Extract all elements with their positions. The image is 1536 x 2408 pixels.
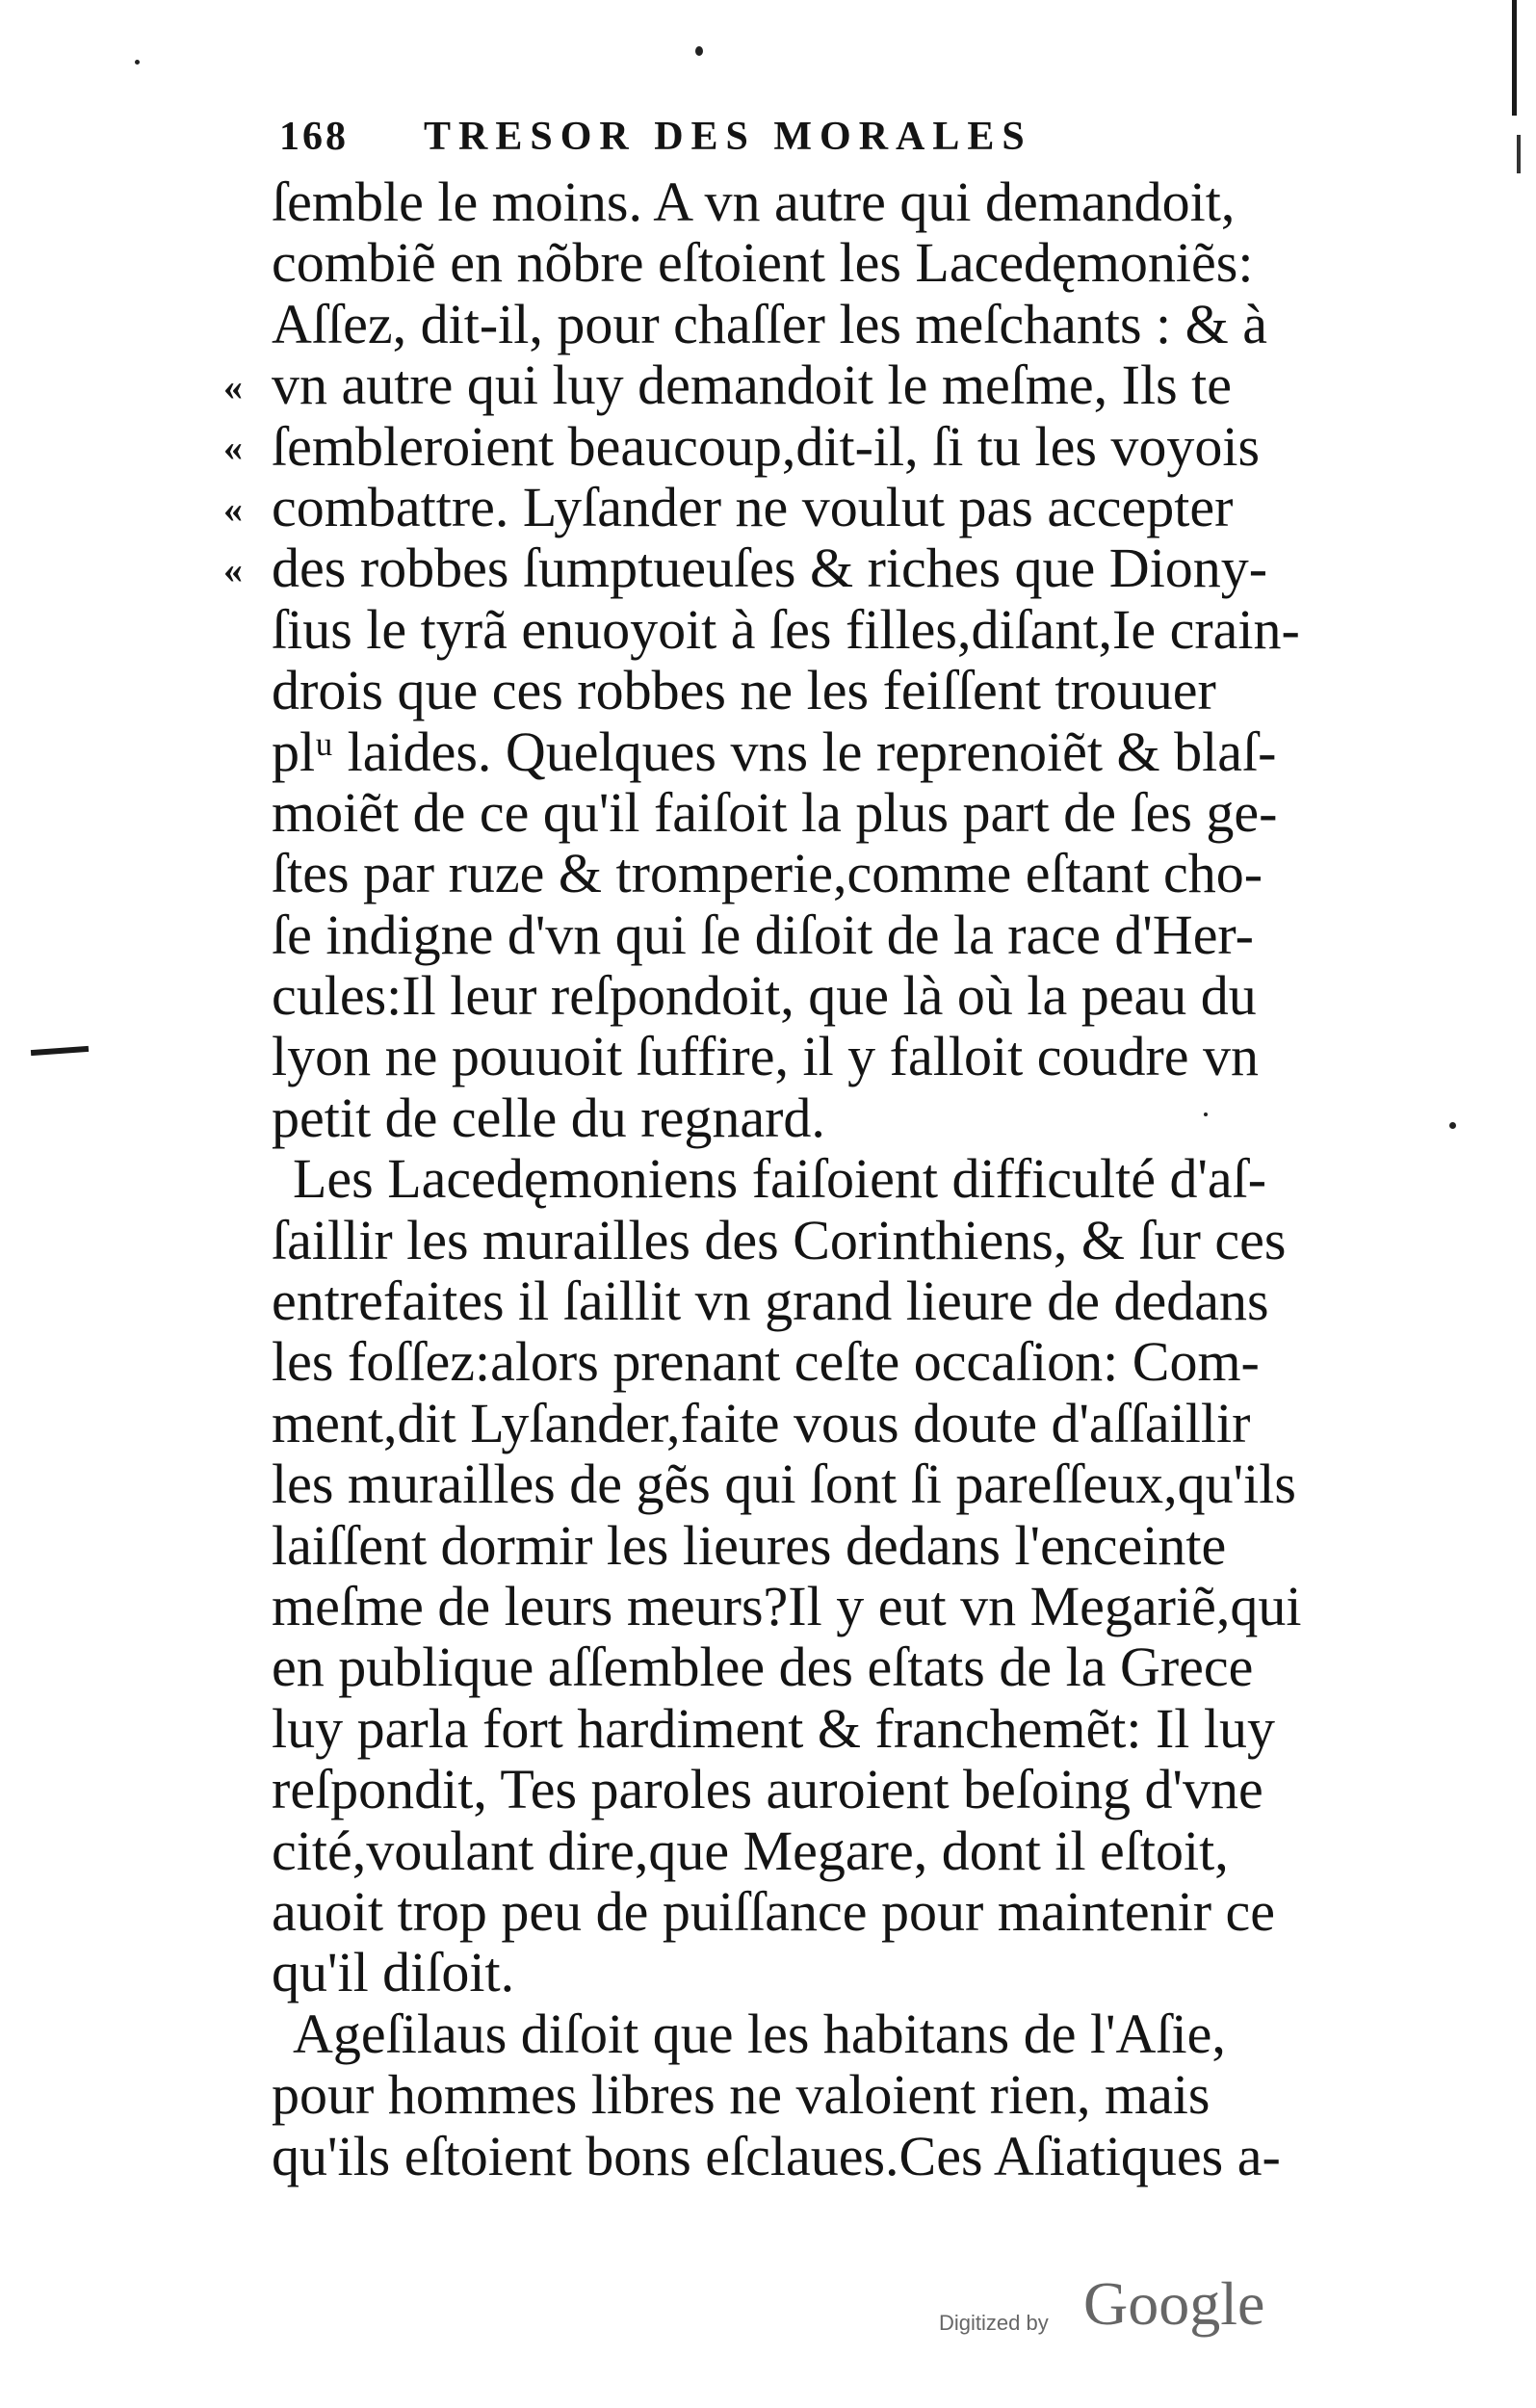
text-line: reſpondit, Tes paroles auroient beſoing d'vne xyxy=(272,1758,1263,1821)
text-line: les foſſez:alors prenant ceſte occaſion: Com- xyxy=(272,1330,1260,1394)
text-line: cules:Il leur reſpondoit, que là où la peau du xyxy=(272,964,1257,1028)
text-line: combiẽ en nõbre eſtoient les Lacedęmoniẽs: xyxy=(272,231,1254,295)
text-line: ſembleroient beaucoup,dit-il, ſi tu les voyois xyxy=(272,414,1261,478)
running-title: TRESOR DES MORALES xyxy=(424,115,1032,159)
text-line: auoit trop peu de puiſſance pour maintenir ce xyxy=(272,1879,1276,1943)
text-line: meſme de leurs meurs?Il y eut vn Megariẽ,qui xyxy=(272,1574,1302,1637)
ink-speck xyxy=(695,46,703,56)
digitized-by-google-watermark xyxy=(939,2268,1286,2355)
text-line: ſaillir les murailles des Corinthiens, & ſur ces xyxy=(272,1208,1287,1271)
paragraph-start-line: Ageſilaus diſoit que les habitans de l'Aſie, xyxy=(293,2002,1226,2065)
text-line: plᵘ laides. Quelques vns le reprenoiẽt & blaſ- xyxy=(272,720,1277,783)
margin-quote-mark: « xyxy=(223,365,243,408)
text-line: pour hommes libres ne valoient rien, mais xyxy=(272,2063,1211,2127)
text-line: qu'ils eſtoient bons eſclaues.Ces Aſiatiques a- xyxy=(272,2124,1281,2187)
text-line: ſe indigne d'vn qui ſe diſoit de la race d'Her- xyxy=(272,903,1254,966)
text-line: moiẽt de ce qu'il faiſoit la plus part de ſes ge- xyxy=(272,780,1278,844)
text-line: en publique aſſemblee des eſtats de la Grece xyxy=(272,1636,1254,1699)
text-line: ſius le tyrã enuoyoit à ſes filles,diſant,Ie crain- xyxy=(272,597,1300,661)
text-line: vn autre qui luy demandoit le meſme, Ils te xyxy=(272,353,1233,417)
page-number: 168 xyxy=(279,115,349,159)
body-text xyxy=(272,171,1312,2186)
margin-ink-mark xyxy=(31,1046,89,1056)
margin-quote-mark: « xyxy=(223,548,243,591)
text-line: combattre. Lyſander ne voulut pas accepter xyxy=(272,475,1234,538)
digitized-label: Digitized by xyxy=(939,2311,1049,2335)
google-logo: Google xyxy=(1083,2269,1265,2338)
ink-speck xyxy=(135,60,140,65)
text-line: qu'il diſoit. xyxy=(272,1941,515,2004)
text-line: drois que ces robbes ne les feiſſent trouuer xyxy=(272,659,1216,722)
text-line: ſemble le moins. A vn autre qui demandoit, xyxy=(272,170,1236,233)
page-edge-mark xyxy=(1512,0,1517,116)
margin-quote-mark: « xyxy=(223,426,243,469)
margin-quote-mark: « xyxy=(223,487,243,531)
text-line: luy parla fort hardiment & franchemẽt: Il luy xyxy=(272,1696,1276,1760)
page-edge-mark xyxy=(1517,135,1521,173)
ink-speck xyxy=(1449,1122,1456,1129)
text-line: ment,dit Lyſander,faite vous doute d'aſſaillir xyxy=(272,1391,1251,1454)
text-line: entrefaites il ſaillit vn grand lieure de dedans xyxy=(272,1269,1269,1333)
text-line: ſtes par ruze & tromperie,comme eſtant cho- xyxy=(272,842,1263,905)
text-line: des robbes ſumptueuſes & riches que Diony- xyxy=(272,537,1268,600)
text-line: Aſſez, dit-il, pour chaſſer les meſchants : & à xyxy=(272,292,1268,355)
text-line: laiſſent dormir les lieures dedans l'enceinte xyxy=(272,1513,1227,1577)
text-line: cité,voulant dire,que Megare, dont il eſtoit, xyxy=(272,1819,1229,1882)
text-line: petit de celle du regnard. xyxy=(272,1086,825,1149)
text-line: les murailles de gẽs qui ſont ſi pareſſeux,qu'ils xyxy=(272,1453,1296,1516)
paragraph-start-line: Les Lacedęmoniens faiſoient difficulté d'aſ- xyxy=(293,1147,1267,1211)
text-line: lyon ne pouuoit ſuffire, il y falloit coudre vn xyxy=(272,1025,1259,1088)
running-header xyxy=(279,114,1242,171)
